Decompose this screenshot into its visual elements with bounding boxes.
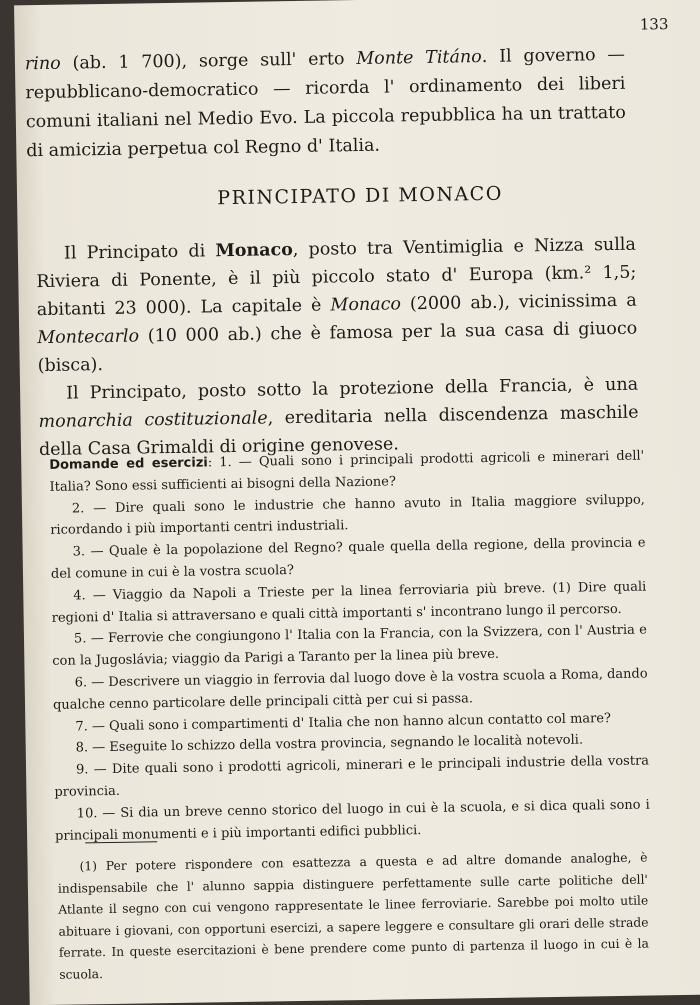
exercise-text: : 1. — Quali sono i principali prodotti agricoli e minerari dell' Italia? Sono essi sufficienti ai bisogni della Nazione?: [49, 448, 645, 495]
exercise-text: 9. — Dite quali sono i prodotti agricoli, minerari e le principali industrie della vostra provincia.: [54, 753, 650, 800]
body-paragraph-run: Il Principato, posto sotto la protezione della Francia, è una: [65, 374, 639, 404]
exercise-item: [55, 794, 651, 847]
body-paragraph-run: , ereditaria nella discendenza maschile della Casa Grimaldi di origine genovese.: [38, 402, 639, 461]
exercise-text: 5. — Ferrovie che congiungono l' Italia con la Francia, con la Svizzera, con l' Austria e con la Jugoslávia; viaggio da Parigi a Taranto per la linea più breve.: [52, 622, 648, 670]
top-paragraph-run: Monte Titáno: [356, 47, 482, 70]
exercise-text: 10. — Si dia un breve cenno storico del luogo in cui è la scuola, e si dica quali sono i principali monumenti e i più importanti edifici pubblici.: [54, 797, 650, 844]
footnote-text: (1) Per potere rispondere con esattezza a questa e ad altre domande analoghe, è indispensabile che l' alunno sappia distinguere perfettamente sulle carte politiche dell' Atlante il segno con cui vengono rappresentate le linee ferroviarie. Sarebbe poi molto utile abituare i giovani, con opportuni esercizi, a sapere leggere e consultare gli orari delle strade ferrate. In queste esercitazioni è bene prendere come punto di partenza il luogo in cui è la scuola.: [57, 850, 649, 982]
body-paragraph: [36, 231, 638, 380]
body-paragraph-run: monarchia costituzionale: [38, 408, 268, 433]
body-paragraph-run: Monaco: [330, 294, 402, 316]
book-page: [14, 0, 700, 1005]
exercise-text: 7. — Quali sono i compartimenti d' Italia che non hanno alcun contatto col mare?: [75, 710, 612, 735]
body-paragraph-run: Montecarlo: [37, 326, 140, 349]
body-paragraph-run: (2000 ab.), vicinissima a: [400, 290, 637, 315]
exercise-text: 2. — Dire quali sono le industrie che hanno avuto in Italia maggiore sviluppo, ricordando i più importanti centri industriali.: [50, 492, 646, 539]
exercise-text: 3. — Quale è la popolazione del Regno? quale quella della regione, della provincia e del comune in cui è la vostra scuola?: [50, 535, 646, 582]
top-paragraph-run: rino: [24, 53, 61, 75]
top-paragraph: [25, 41, 627, 166]
page-number: 133: [639, 15, 669, 34]
body-paragraph-run: Monaco: [215, 240, 293, 262]
section-heading: PRINCIPATO DI MONACO: [217, 182, 503, 210]
body-paragraph-run: (10 000 ab.) che è famosa per la sua casa di giuoco (bisca).: [37, 318, 638, 377]
top-paragraph-run: . Il governo — repubblicano-democratico — ricorda l' ordinamento dei liberi comuni italiani nel Medio Evo. La piccola repubblica ha un trattato di amicizia perpetua col Regno d' Italia.: [25, 44, 626, 162]
top-paragraph-run: (ab. 1 700), sorge sull' erto: [60, 49, 357, 74]
body-paragraph-run: Il Principato di: [63, 241, 216, 264]
exercise-text: 4. — Viaggio da Napoli a Trieste per la linea ferroviaria più breve. (1) Dire quali regioni d' Italia si attraversano e quali città importanti s' incontrano lungo il percorso.: [51, 579, 647, 626]
footnote: [57, 848, 649, 987]
exercises-lead: Domande ed esercizi: [49, 455, 208, 473]
exercise-text: 8. — Eseguite lo schizzo della vostra provincia, segnando le località notevoli.: [75, 732, 584, 756]
exercise-text: 6. — Descrivere un viaggio in ferrovia dal luogo dove è la vostra scuola a Roma, dando qualche cenno particolare delle principali città per cui si passa.: [52, 666, 648, 713]
body-text: [36, 231, 639, 464]
body-paragraph-run: , posto tra Ventimiglia e Nizza sulla Riviera di Ponente, è il più piccolo stato d' Europa (km.² 1,5; abitanti 23 000). La capitale è: [36, 234, 637, 321]
exercises-section: [49, 446, 650, 848]
